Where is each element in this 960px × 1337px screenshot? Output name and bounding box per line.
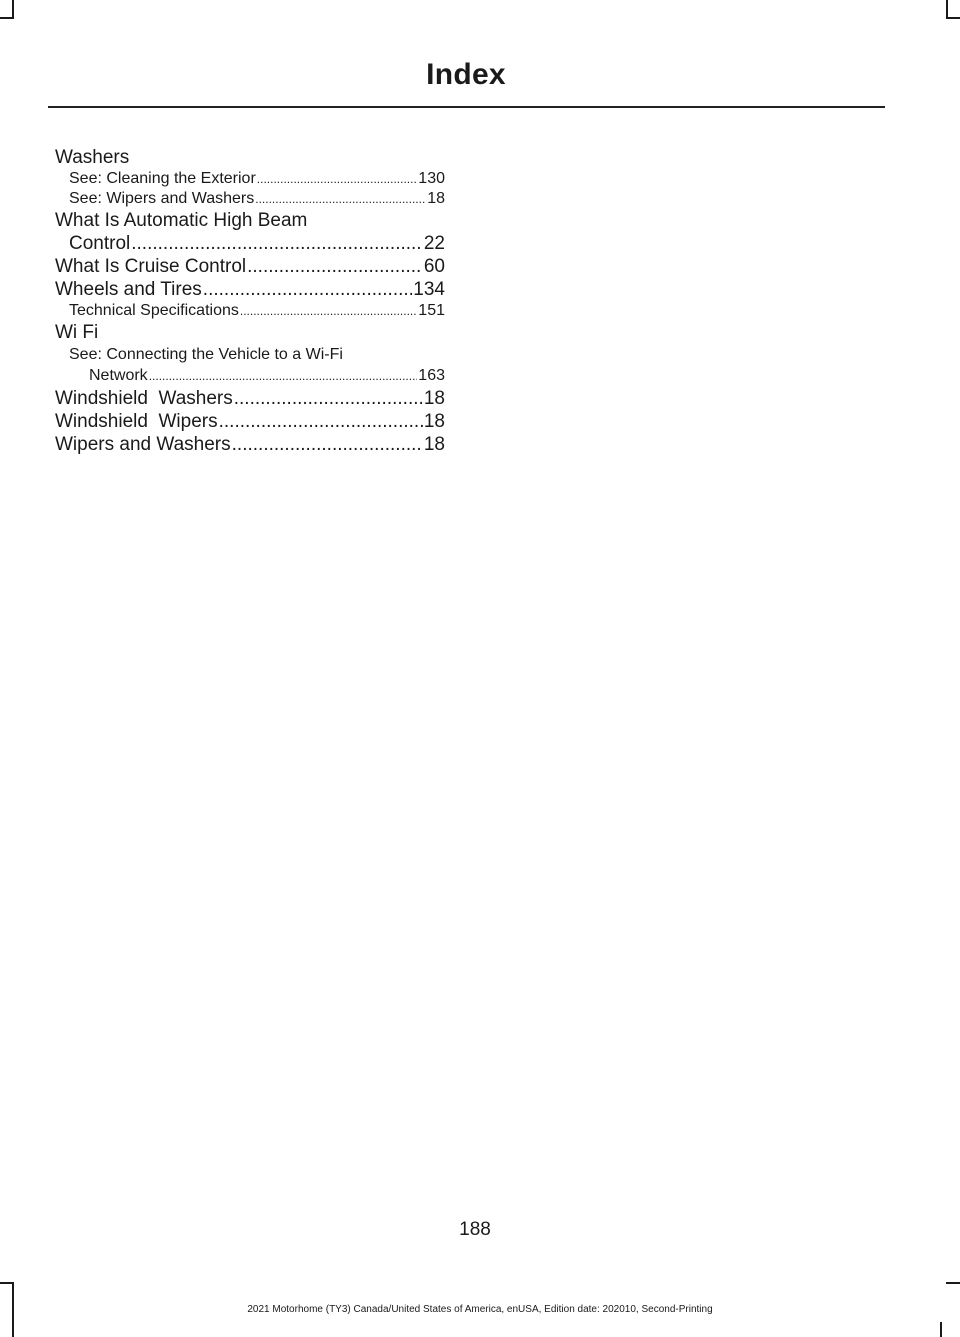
page-ref[interactable]: 22 — [423, 233, 445, 254]
index-subentry[interactable] — [55, 301, 445, 321]
entry-text: What Is Cruise Control — [55, 256, 247, 277]
entry-text: Wheels and Tires — [55, 279, 202, 300]
entry-text: Wi Fi — [55, 322, 99, 343]
index-list — [55, 146, 445, 456]
entry-text: Washers — [55, 147, 130, 168]
dot-leader — [257, 169, 418, 189]
dot-leader — [131, 232, 423, 255]
entry-text-cont: Control — [69, 233, 131, 254]
index-entry[interactable] — [55, 278, 445, 301]
index-entry[interactable] — [55, 255, 445, 278]
dot-leader — [255, 189, 426, 209]
index-entry[interactable] — [55, 410, 445, 433]
index-subentry[interactable] — [55, 344, 445, 387]
footer-text: 2021 Motorhome (TY3) Canada/United States of America, enUSA, Edition date: 202010, Second-Printing — [247, 1304, 713, 1315]
index-entry[interactable] — [55, 387, 445, 410]
entry-text: Windshield Wipers — [55, 411, 218, 432]
entry-text-cont: Network — [89, 367, 148, 384]
page-ref[interactable]: 134 — [413, 279, 445, 300]
page-title: Index — [426, 58, 506, 91]
entry-text: See: Cleaning the Exterior — [69, 170, 256, 187]
page-ref[interactable]: 151 — [418, 302, 445, 319]
crop-mark — [946, 1282, 960, 1284]
crop-mark — [946, 17, 960, 19]
dot-leader — [240, 301, 417, 321]
index-entry[interactable] — [55, 433, 445, 456]
entry-text: What Is Automatic High Beam — [55, 210, 308, 231]
crop-mark — [940, 1322, 942, 1337]
page-ref[interactable]: 18 — [423, 434, 445, 455]
page-ref[interactable]: 18 — [427, 190, 445, 207]
index-entry[interactable] — [55, 209, 445, 255]
index-subentry[interactable] — [55, 169, 445, 189]
entry-text: Windshield Washers — [55, 388, 233, 409]
page-ref[interactable]: 18 — [423, 411, 445, 432]
page-number: 188 — [459, 1219, 491, 1240]
dot-leader — [219, 410, 423, 433]
page-ref[interactable]: 130 — [418, 170, 445, 187]
dot-leader — [149, 366, 418, 387]
entry-text: Wipers and Washers — [55, 434, 231, 455]
crop-mark — [0, 17, 14, 19]
index-subentry[interactable] — [55, 189, 445, 209]
header-rule — [48, 106, 885, 108]
dot-leader — [203, 278, 413, 301]
index-entry[interactable] — [55, 146, 445, 169]
entry-text: See: Connecting the Vehicle to a Wi-Fi — [69, 346, 343, 363]
dot-leader — [234, 387, 423, 410]
index-entry[interactable] — [55, 321, 445, 344]
dot-leader — [232, 433, 423, 456]
page-ref[interactable]: 60 — [423, 256, 445, 277]
crop-mark — [0, 1282, 14, 1284]
crop-mark — [12, 0, 14, 18]
page-ref[interactable]: 163 — [418, 367, 445, 384]
entry-text: See: Wipers and Washers — [69, 190, 255, 207]
page-ref[interactable]: 18 — [423, 388, 445, 409]
entry-text: Technical Specifications — [69, 302, 239, 319]
crop-mark — [946, 0, 948, 18]
dot-leader — [247, 255, 423, 278]
